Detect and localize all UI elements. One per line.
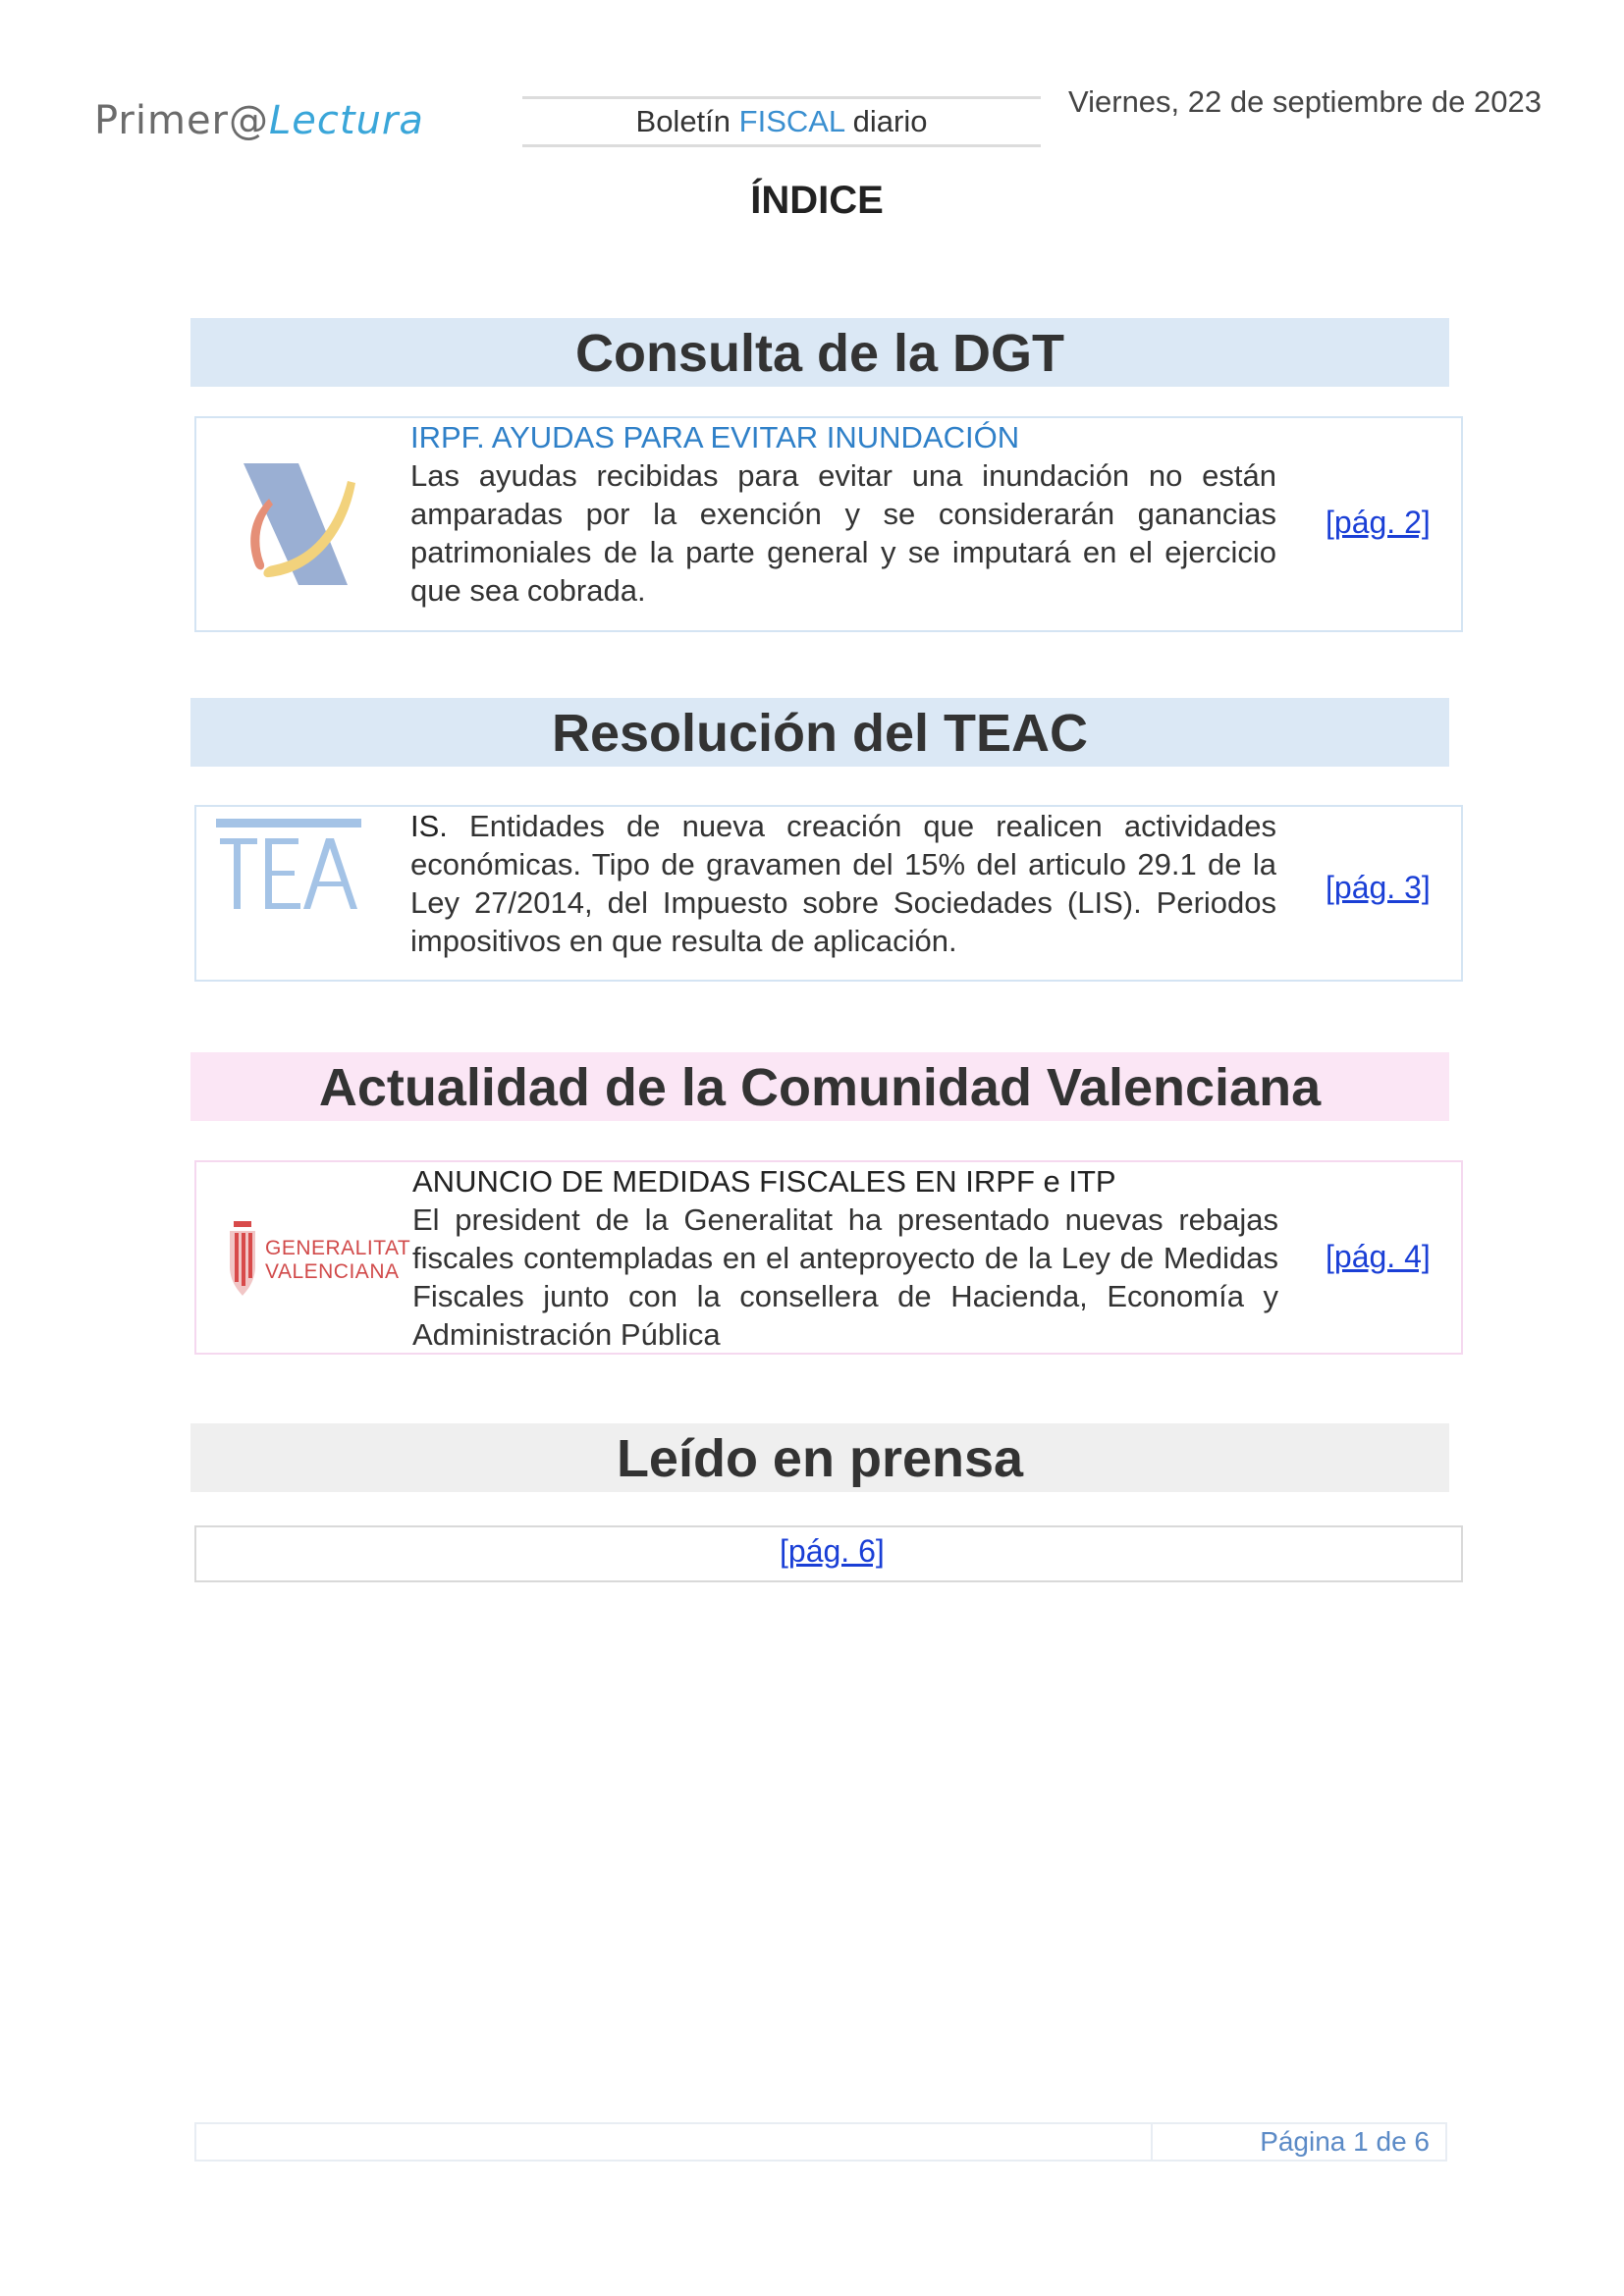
bulletin-accent: FISCAL (738, 104, 845, 138)
entry-teac (194, 805, 1463, 982)
section-header-teac: Resolución del TEAC (190, 698, 1449, 767)
entry-comunidad-valenciana-text (412, 1162, 1278, 1354)
page-link-2[interactable]: [pág. 2] (1326, 505, 1431, 540)
generalitat-logo-line1: GENERALITAT (265, 1237, 411, 1259)
bulletin-title (522, 96, 1041, 147)
generalitat-logo-line2: VALENCIANA (265, 1260, 400, 1283)
entry-comunidad-valenciana-heading: ANUNCIO DE MEDIDAS FISCALES EN IRPF e ITP (412, 1164, 1116, 1199)
entry-comunidad-valenciana (194, 1160, 1463, 1355)
bulletin-prefix: Boletín (635, 104, 739, 138)
page-footer (194, 2122, 1447, 2162)
page-link-3[interactable]: [pág. 3] (1326, 870, 1431, 905)
entry-dgt-description: Las ayudas recibidas para evitar una inundación no están amparadas por la exención y se considerarán ganancias patrimoniales de la parte general y se imputará en el ejercicio que sea cobrada. (410, 458, 1276, 608)
logo-text-accent: Lectura (269, 98, 424, 143)
entry-comunidad-valenciana-description: El president de la Generalitat ha presentado nuevas rebajas fiscales contempladas en el anteproyecto de la Ley de Medidas Fiscales junto con la consellera de Hacienda, Economía y Administración Pública (412, 1202, 1278, 1352)
section-header-dgt: Consulta de la DGT (190, 318, 1449, 387)
entry-dgt-text (410, 418, 1276, 610)
primera-lectura-logo (94, 98, 424, 143)
index-title: ÍNDICE (750, 179, 884, 222)
generalitat-valenciana-logo-icon (226, 1221, 412, 1300)
page-number: Página 1 de 6 (1260, 2126, 1430, 2157)
entry-teac-description: Entidades de nueva creación que realicen actividades económicas. Tipo de gravamen del 15% del articulo 29.1 de la Ley 27/2014, del Impuesto sobre Sociedades (LIS). Periodos impositivos en que resulta de aplicación. (410, 809, 1276, 958)
bulletin-suffix: diario (844, 104, 928, 138)
bulletin-date: Viernes, 22 de septiembre de 2023 (1068, 84, 1542, 119)
entry-dgt-heading: IRPF. AYUDAS PARA EVITAR INUNDACIÓN (410, 420, 1020, 454)
section-header-comunidad-valenciana: Actualidad de la Comunidad Valenciana (190, 1052, 1449, 1121)
footer-divider (1151, 2124, 1153, 2160)
aeat-logo-icon (230, 459, 367, 589)
entry-leido-en-prensa (194, 1525, 1463, 1582)
tea-logo-icon (216, 817, 363, 911)
page-link-4[interactable]: [pág. 4] (1326, 1239, 1431, 1274)
section-header-leido-en-prensa: Leído en prensa (190, 1423, 1449, 1492)
page-link-6[interactable]: [pág. 6] (780, 1533, 885, 1569)
entry-teac-text (410, 807, 1276, 960)
logo-text-primary: Primer@ (94, 98, 269, 143)
entry-teac-heading: IS. (410, 809, 448, 843)
entry-dgt (194, 416, 1463, 632)
